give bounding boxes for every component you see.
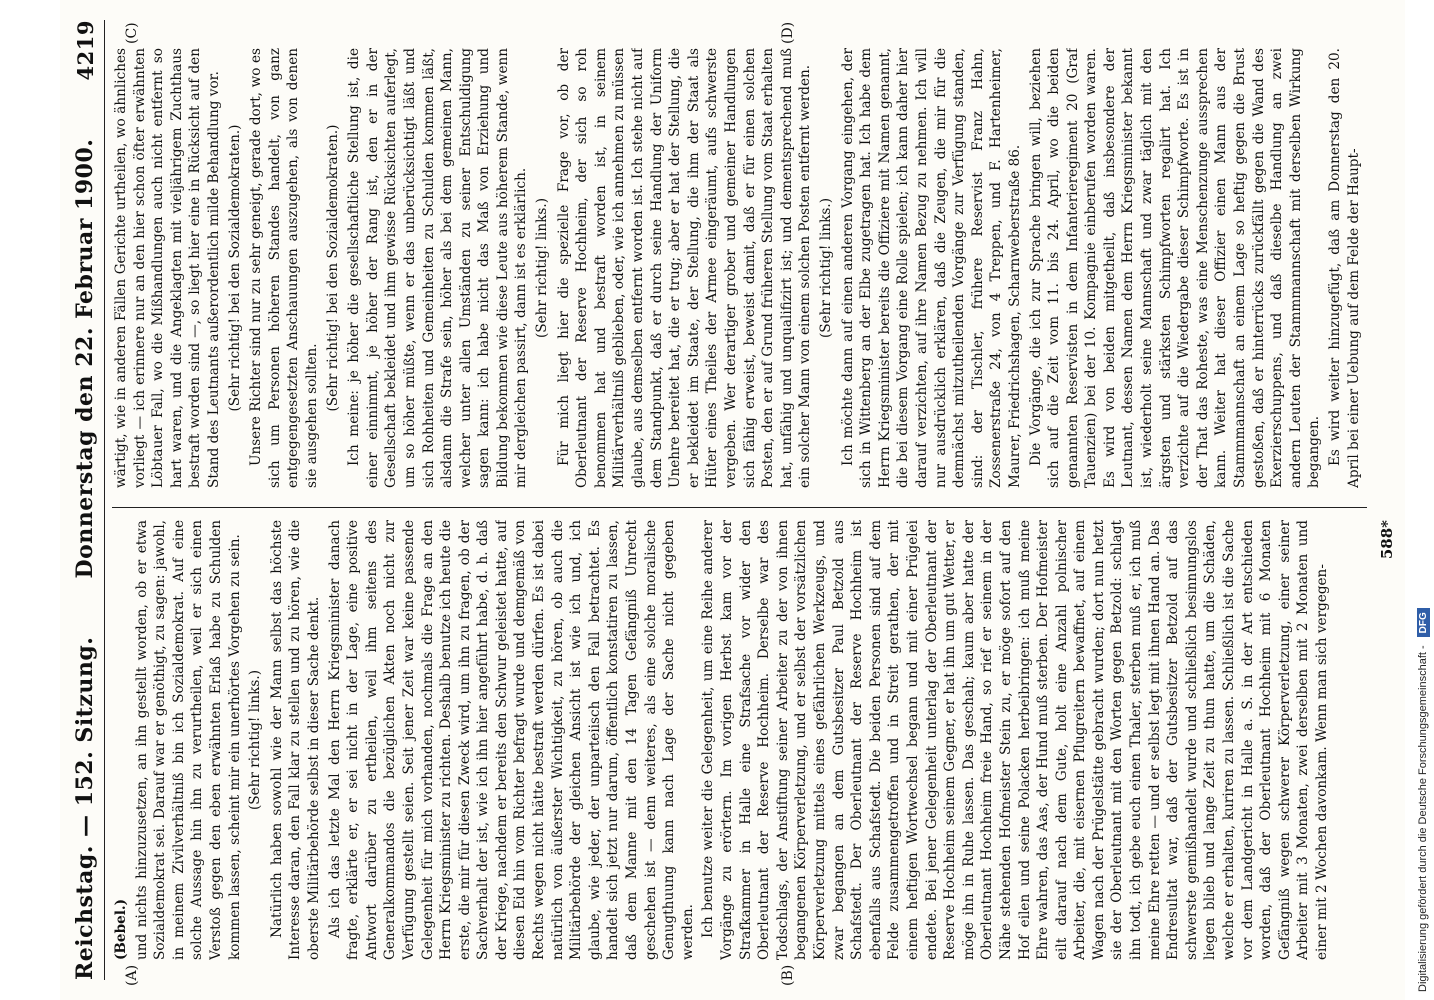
paragraph: Ich benutze weiter die Gelegenheit, um eine Reihe anderer Vorgänge zu erörtern. Im vorigen Herbst kam vor der Strafkammer in Halle eine Strafsache vor wider den Oberleutnant der Reserve Hochheim. Derselbe war des Todschlags, der Anstiftung seiner Arbeiter zu der von ihnen begangenen Körperverletzung, und er selbst der vorsätzlichen Körperverletzung mittels eines gefährlichen Werkzeugs, und zwar begangen an dem Gutsbesitzer Paul Betzold aus Schafstedt. Der Oberleutnant der Reserve Hochheim ist ebenfalls aus Schafstedt. Die beiden Personen sind auf dem Felde zusammengetroffen und in Streit gerathen, der mit einem heftigen Wortwechsel begann und mit einer Prügelei endete. Bei jener Gelegenheit unterlag der Oberleutnant der Reserve Hochheim seinem Gegner, er hat ihn um gut Wetter, er möge ihn in Ruhe lassen. Das geschah; kaum aber hatte der Oberleutnant Hochheim freie Hand, so rief er seinem in der Nähe stehenden Hofmeister Stein zu, er möge sofort auf den Hof eilen und seine Polacken herbeibringen: ich muß meine Ehre wahren, das Aas, der Hund muß sterben. Der Hofmeister eilt darauf nach dem Gute, holt eine Anzahl polnischer Arbeiter, die, mit eisernen Pflugreitern bewaffnet, auf einem Wagen nach der Prügelstätte gebracht wurden; dort nun hetzt sie der Oberleutnant mit den Worten gegen Betzold: schlagt ihn todt, ich gebe euch einen Thaler, sterben muß er, ich muß meine Ehre retten — und er selbst legt mit ihnen Hand an. Das Endresultat war, daß der Gutsbesitzer Betzold auf das schwerste gemißhandelt wurde und schließlich besinnungslos liegen blieb und lange Zeit zu thun hatte, um die Schäden, welche er erhalten, kuriren zu lassen. Schließlich ist die Sache vor dem Landgericht in Halle a. S. in der Art entschieden worden, daß der Oberleutnant Hochheim mit 6 Monaten Gefängniß wegen schwerer Körperverletzung, einer seiner Arbeiter mit 3 Monaten, zwei derselben mit 2 Monaten und einer mit 2 Wochen davonkam. Wenn man sich vergegen- [700,520,1330,960]
margin-marker-d: (D) [780,21,796,44]
dfg-logo: DFG [1417,608,1430,637]
page-header [68,20,102,980]
paragraph: Es wird weiter hinzugefügt, daß am Donnerstag den 20. April bei einer Uebung auf dem Felde der Haupt- [1327,48,1362,488]
left-column [112,520,1372,960]
remark: (Sehr richtig! links.) [247,669,264,811]
margin-marker-a: (A) [124,964,140,986]
paragraph: und nichts hinzuzusetzen, an ihn gestellt worden, ob er etwa Sozialdemokrat sei. Darauf war er genöthigt, zu sagen: jawohl, in meinem Zivilverhältniß bin ich Sozialdemokrat. Auf eine solche Aussage hin ihn zu verurtheilen, weil er sich einen Verstoß gegen den eben erwähnten Erlaß habe zu Schulden kommen lassen, scheint mir ein unerhörtes Vorgehen zu sein. [133,520,243,960]
paragraph: Ich möchte dann auf einen anderen Vorgang eingehen, der sich in Wittenberg an der Elbe zugetragen hat. Ich habe dem Herrn Kriegsminister bereits die Offiziere mit Namen genannt, die bei diesem Vorgang eine Rolle spielen; ich kann daher hier darauf verzichten, auf ihre Namen Bezug zu nehmen. Ich will nur ausdrücklich erklären, daß die Zeugen, die mir für die demnächst mitzutheilenden Vorgänge zur Verfügung standen, sind: der Tischler, frühere Reservist Franz Hahn, Zossenerstraße 24, von 4 Treppen, und F. Hartenheimer, Maurer, Friedrichshagen, Scharnweberstraße 86. [839,48,1023,488]
remark: (Sehr richtig! links.) [534,197,551,339]
speaker-tag: (Bebel.) [113,898,129,960]
remark: (Sehr richtig! links.) [817,197,834,339]
column-divider [112,507,1367,508]
header-left: Reichstag. — 152. Sitzung. [72,636,98,980]
paragraph: Ich meine: je höher die gesellschaftliche Stellung ist, die einer einnimmt, je höher der Rang ist, den er in der Gesellschaft bekleidet und ihm gewisse Rücksichten auferlegt, um so höher müßte, wenn er das unberücksichtigt läßt und sich Rohheiten und Gemeinheiten zu Schulden kommen läßt, alsdann die Strafe sein, höher als bei dem gemeinen Mann, welcher unter allen Umständen zu seiner Entschuldigung sagen kann: ich habe nicht das Maß von Erziehung und Bildung bekommen wie diese Leute aus höherem Stande, wenn mir dergleichen passirt, dann ist es erklärlich. [346,48,530,488]
paragraph: Natürlich haben sowohl wie der Mann selbst das höchste Interesse daran, den Fall klar zu stellen und zu hören, wie die oberste Militärbehörde selbst in dieser Sache denkt. [268,520,322,960]
scanned-page [60,0,1405,1000]
margin-marker-b: (B) [780,964,796,986]
remark: (Sehr richtig! bei den Sozialdemokraten.) [226,124,243,412]
margin-marker-c: (C) [124,22,140,44]
remark: (Sehr richtig! bei den Sozialdemokraten.) [324,124,341,412]
right-column [112,48,1372,488]
paragraph: Die Vorgänge, die ich zur Sprache bringen will, beziehen sich auf die Zeit vom 11. bis 24. April, wo die beiden genannten Reservisten in dem Infanterieregiment 20 (Graf Tauenzien) bei der 10. Kompagnie einberufen worden waren. Es wird von beiden mitgetheilt, daß insbesondere der Leutnant, dessen Namen dem Herrn Kriegsminister bekannt ist, wiederholt seine Mannschaft und zwar täglich mit den ärgsten und stärksten Schimpfworten regalirt hat. Ich verzichte auf die Wiedergabe dieser Schimpfworte. Es ist in der That das Roheste, was eine Menschenzunge aussprechen kann. Weiter hat dieser Offizier einen Mann aus der Stammmannschaft an einem Lage so heftig gegen die Brust gestoßen, daß er hinterrücks zurückfällt gegen die Wand des Exerzierschuppens, und daß dieselbe Handlung an zwei andern Leuten der Stammmannschaft mit derselben Wirkung begangen. [1027,48,1323,488]
signature-mark: 588* [1378,520,1396,560]
header-center: Donnerstag den 22. Februar 1900. [72,138,98,579]
page-number: 4219 [72,20,98,81]
paragraph: wärtigt, wie in anderen Fällen Gerichte urtheilen, wo ähnliches vorliegt — ich erinnere nur an den hier schon öfter erwähnten Löbtauer Fall, wo die Mißhandlungen auch nicht entfernt so hart waren, und die Angeklagten mit vieljährigem Zuchthaus bestraft worden sind —, so liegt hier eine in Rücksicht auf den Stand des Leutnants außerordentlich milde Behandlung vor. [113,48,222,488]
paragraph: Für mich liegt hier die spezielle Frage vor, ob der Oberleutnant der Reserve Hochheim, der sich so roh benommen hat und bestraft worden ist, in seinem Militärverhältniß geblieben, oder, wie ich annehmen zu müssen glaube, aus demselben entfernt worden ist. Ich stehe nicht auf dem Standpunkt, daß er durch seine Handlung der Uniform Unehre bereitet hat, die er trug; aber er hat der Stellung, die er bekleidet im Staate, der Stellung, die ihm der Staat als Hüter eines Theiles der Armee eingeräumt, aufs schwerste vergeben. Wer derartiger grober und gemeiner Handlungen sich fähig erweist, beweist damit, daß er für einen solchen Posten, den er auf Grund früheren Stellung vom Staat erhalten hat, unfähig und unqualifizirt ist; und dementsprechend muß ein solcher Mann von einem solchen Posten entfernt werden. [555,48,814,488]
side-note-text: Digitalisierung gefördert durch die Deutsche Forschungsgemeinschaft - [1417,645,1429,992]
paragraph: Als ich das letzte Mal den Herrn Kriegsminister danach fragte, erklärte er, er sei nicht in der Lage, eine positive Antwort darüber zu ertheilen, weil ihm seitens des Generalkommandos die bezüglichen Akten noch nicht zur Verfügung gestellt seien. Seit jener Zeit war keine passende Gelegenheit für mich vorhanden, nochmals die Frage an den Herrn Kriegsminister zu richten. Deshalb benutze ich heute die erste, die mir für diesen Zweck wird, um ihn zu fragen, ob der Sachverhalt der ist, wie ich ihn hier angeführt habe, d. h. daß der Kriege, nachdem er bereits den Schwur geleistet hatte, auf diesen Eid hin vom Richter befragt wurde und demgemäß von Rechts wegen nicht hätte bestraft werden dürfen. Es ist dabei natürlich von äußerster Wichtigkeit, zu hören, ob auch die Militärbehörde der gleichen Ansicht ist wie ich und, ich glaube, wie jeder, der unparteiisch den Fall betrachtet. Es handelt sich jetzt nur darum, öffentlich konstatiren zu lassen, daß dem Manne mit den 14 Tagen Gefängniß Unrecht geschehen ist — denn weiteres, als eine solche moralische Genugthuung kann nach Lage der Sache nicht gegeben werden. [326,520,696,960]
side-note [1412,0,1434,1000]
header-rule [104,20,105,980]
paragraph: Unsere Richter sind nur zu sehr geneigt, gerade dort, wo es sich um Personen höheren Standes handelt, von ganz entgegengesetzten Anschauungen auszugehen, als von denen sie ausgehen sollten. [248,48,320,488]
